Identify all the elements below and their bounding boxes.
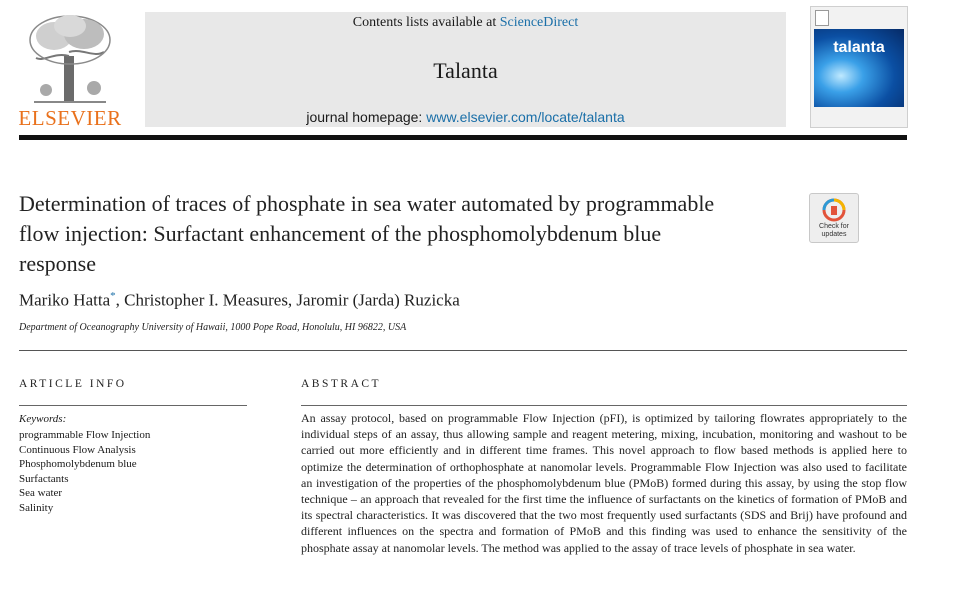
cover-publisher-icon <box>815 10 829 26</box>
keyword-item: Phosphomolybdenum blue <box>19 458 137 470</box>
keyword-item: programmable Flow Injection <box>19 429 151 441</box>
corresponding-author-mark[interactable]: * <box>110 290 116 302</box>
homepage-link[interactable]: www.elsevier.com/locate/talanta <box>426 109 625 125</box>
elsevier-logo[interactable] <box>18 10 122 132</box>
keyword-item: Salinity <box>19 501 54 514</box>
journal-banner <box>145 12 786 127</box>
abstract-heading: ABSTRACT <box>301 378 382 390</box>
check-updates-icon <box>822 198 846 222</box>
author-list <box>19 290 460 311</box>
article-info-divider <box>19 405 247 406</box>
homepage-prefix: journal homepage: <box>306 109 427 125</box>
contents-line <box>145 15 786 31</box>
keyword-list <box>19 428 150 515</box>
homepage-line <box>145 109 786 125</box>
keyword-item: Continuous Flow Analysis <box>19 443 136 456</box>
check-updates-label: Check for updates <box>819 223 849 238</box>
elsevier-wordmark: ELSEVIER <box>18 106 122 130</box>
abstract-text: An assay protocol, based on programmable Flow Injection (pFI), is optimized by tailoring flowrates appropriately to the individual steps of an assay, thus allowing sample and reagent metering, mixing, incubation, monitoring and washout to be carried out more efficiently and in different time frames. This novel approach to flow based methods is applied here to optimize the determination of orthophosphate at nanomolar levels. Programmable Flow Injection was also used to facilitate an investigation of the properties of the phosphomolybdenum blue (PMoB) formed during this assay, by using the stop flow technique – an approach that revealed for the first time the influence of surfactants on the kinetics of formation of PMoB and its spectral characteristics. It was discovered that the two most frequently used surfactants (SDS and Brij) have profound and different influences on the spectra and formation of PMoB and this finding was used to enhance the sensitivity of the phosphate assay at nanomolar levels. The method was applied to the assay of trace levels of phosphate in sea water. <box>301 411 907 555</box>
elsevier-tree-icon <box>24 12 116 106</box>
article-info-heading: ARTICLE INFO <box>19 378 127 390</box>
keyword-item: Sea water <box>19 487 63 499</box>
keyword-item: Surfactants <box>19 472 69 485</box>
abstract-divider <box>301 405 907 406</box>
header-divider <box>19 135 907 140</box>
article-title: Determination of traces of phosphate in sea water automated by programmable flow injection: Surfactant enhancement of the phosphomolybdenum blue response <box>19 191 715 276</box>
keywords-label: Keywords: <box>19 413 67 425</box>
title-divider <box>19 350 907 351</box>
author-others: , Christopher I. Measures, Jaromir (Jarda) Ruzicka <box>115 290 460 310</box>
author-first[interactable]: Mariko Hatta <box>19 290 111 310</box>
affiliation: Department of Oceanography University of Hawaii, 1000 Pope Road, Honolulu, HI 96822, USA <box>19 322 407 333</box>
sciencedirect-link[interactable]: ScienceDirect <box>499 15 579 30</box>
cover-title: talanta <box>833 39 885 56</box>
contents-prefix: Contents lists available at <box>352 15 500 30</box>
journal-cover[interactable] <box>810 6 908 128</box>
check-for-updates-badge[interactable] <box>809 193 859 243</box>
journal-name: Talanta <box>433 58 498 83</box>
